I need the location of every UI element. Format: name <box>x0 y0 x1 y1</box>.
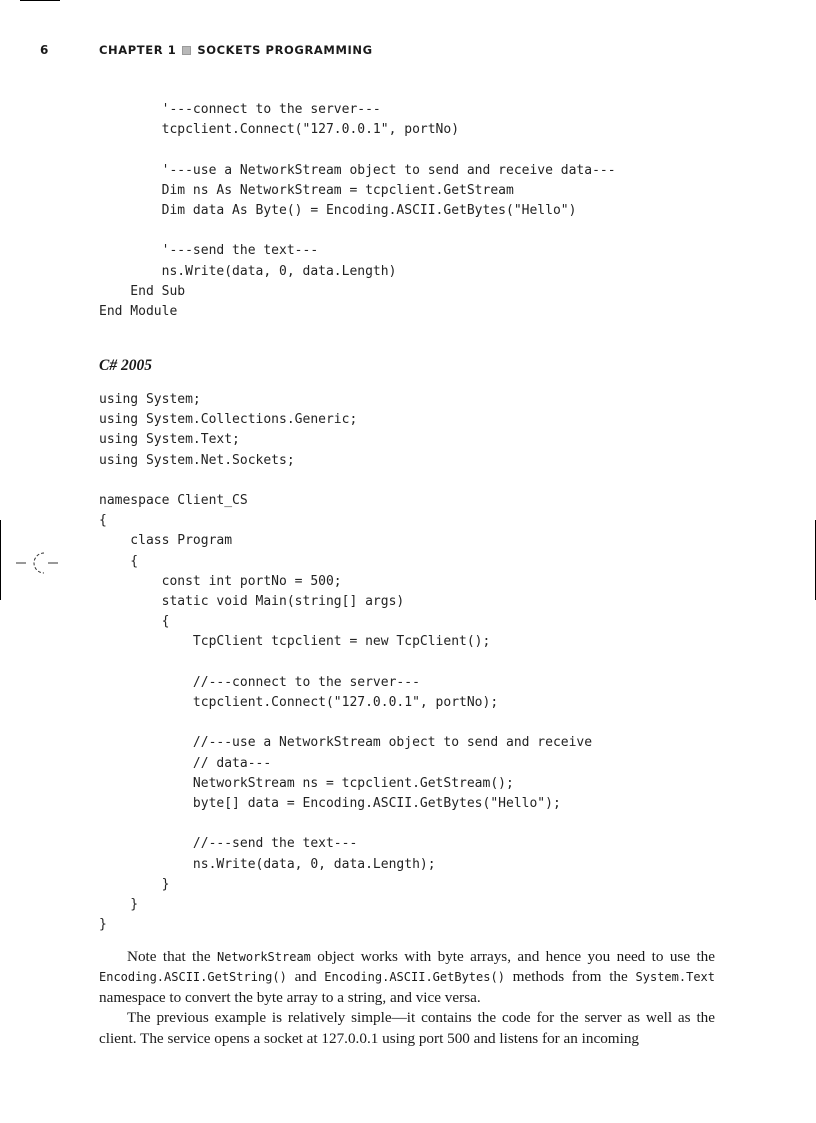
code-line: using System.Collections.Generic; <box>99 412 358 428</box>
chapter-title <box>99 43 373 57</box>
body-text <box>99 947 715 1049</box>
code-line: ns.Write(data, 0, data.Length) <box>99 263 397 279</box>
registration-mark-icon <box>14 548 62 578</box>
code-line: { <box>99 614 170 630</box>
code-line: //---use a NetworkStream object to send and receive <box>99 735 593 751</box>
code-block-csharp <box>99 390 592 935</box>
chapter-name: SOCKETS PROGRAMMING <box>197 43 373 57</box>
code-block-vb <box>99 100 616 322</box>
text-run: Note that the <box>127 948 217 965</box>
code-line: static void Main(string[] args) <box>99 594 405 610</box>
code-line: //---connect to the server--- <box>99 674 420 690</box>
code-line: '---connect to the server--- <box>99 102 381 117</box>
code-line: { <box>99 513 107 529</box>
code-line: tcpclient.Connect("127.0.0.1", portNo); <box>99 695 499 711</box>
code-line: Dim data As Byte() = Encoding.ASCII.GetBytes("Hello") <box>99 203 577 219</box>
code-line: NetworkStream ns = tcpclient.GetStream(); <box>99 775 514 791</box>
inline-code: Encoding.ASCII.GetBytes() <box>324 970 505 985</box>
text-run: methods from the <box>504 968 636 986</box>
code-line: using System.Text; <box>99 432 240 448</box>
code-line: } <box>99 876 170 892</box>
text-run: namespace to convert the byte array to a string, and vice versa. <box>99 988 481 1006</box>
running-header <box>0 42 816 62</box>
square-bullet-icon <box>182 46 191 55</box>
inline-code: Encoding.ASCII.GetString() <box>99 970 287 985</box>
code-line: const int portNo = 500; <box>99 573 342 589</box>
code-line: using System.Net.Sockets; <box>99 452 295 468</box>
code-line: } <box>99 917 107 933</box>
code-line: byte[] data = Encoding.ASCII.GetBytes("Hello"); <box>99 796 561 812</box>
text-run: and <box>286 968 325 986</box>
code-line: End Module <box>99 304 178 320</box>
text-run: object works with byte arrays, and hence you need to use the <box>310 948 715 965</box>
code-line: namespace Client_CS <box>99 493 248 509</box>
section-heading: C# 2005 <box>99 357 152 374</box>
paragraph <box>99 947 715 1008</box>
paragraph: The previous example is relatively simple—it contains the code for the server as well as the client. The service opens a socket at 127.0.0.1 using port 500 and listens for an incoming <box>99 1009 715 1047</box>
code-line: class Program <box>99 533 233 549</box>
code-line: //---send the text--- <box>99 836 358 852</box>
code-line: End Sub <box>99 283 186 299</box>
page-number: 6 <box>40 43 49 57</box>
inline-code: System.Text <box>635 970 715 985</box>
code-line: } <box>99 897 139 913</box>
chapter-label: CHAPTER 1 <box>99 43 177 57</box>
code-line: TcpClient tcpclient = new TcpClient(); <box>99 634 491 650</box>
code-line: '---use a NetworkStream object to send and receive data--- <box>99 162 616 178</box>
code-line: { <box>99 553 139 569</box>
code-line: ns.Write(data, 0, data.Length); <box>99 856 436 872</box>
code-line: Dim ns As NetworkStream = tcpclient.GetStream <box>99 182 514 198</box>
crop-mark-left <box>0 520 1 600</box>
code-line: // data--- <box>99 755 272 771</box>
code-line: '---send the text--- <box>99 243 319 259</box>
inline-code: NetworkStream <box>216 950 311 964</box>
crop-mark-top <box>20 0 60 1</box>
code-line: tcpclient.Connect("127.0.0.1", portNo) <box>99 122 460 138</box>
code-line: using System; <box>99 392 201 407</box>
